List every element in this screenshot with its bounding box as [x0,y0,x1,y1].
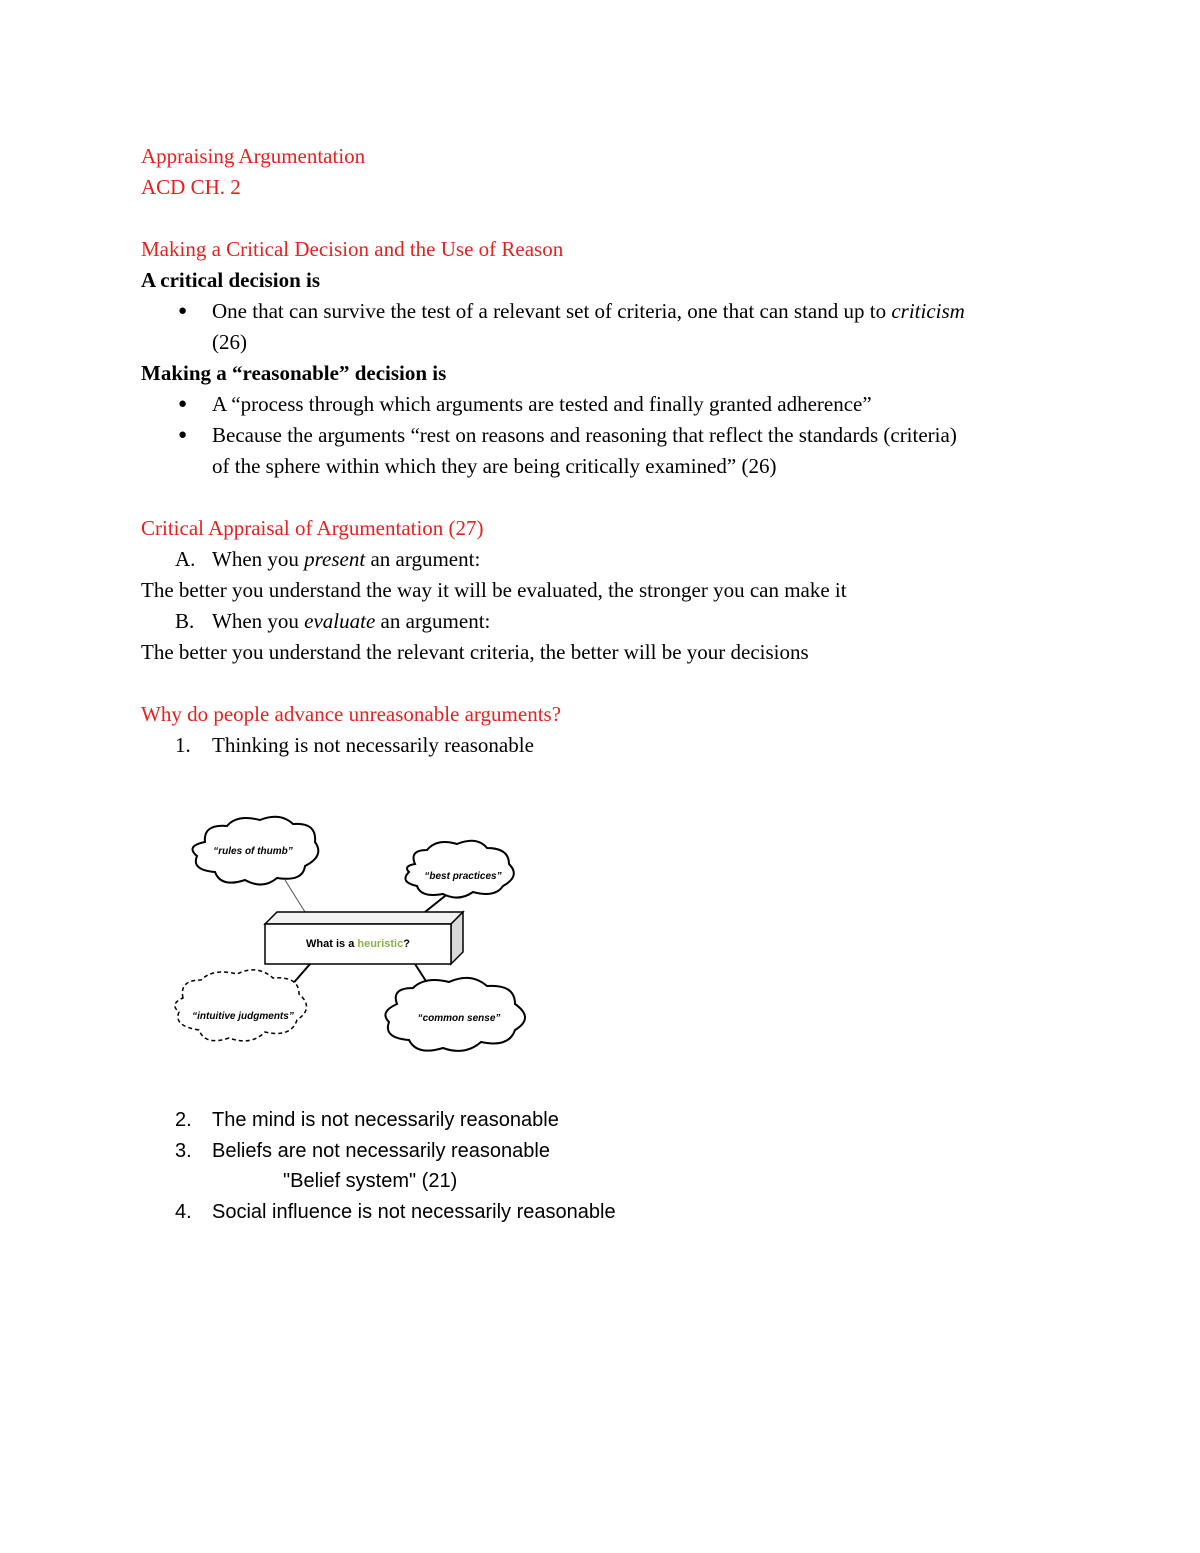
cloud-common-sense [385,978,525,1051]
cloud-label-common-sense: “common sense” [417,1013,501,1024]
bullet-text-continuation: (26) [212,330,247,354]
list-subitem-belief-system: "Belief system" (21) [283,1170,458,1192]
cloud-label-rules-of-thumb: “rules of thumb” [213,846,293,857]
list-item-beliefs: Beliefs are not necessarily reasonable [212,1140,550,1162]
cloud-label-best-practices: “best practices” [424,871,502,882]
paragraph-evaluate-explanation: The better you understand the relevant criteria, the better will be your decisions [141,640,809,664]
center-box [265,912,463,964]
bullet-text-process: A “process through which arguments are tested and finally granted adherence” [212,392,872,416]
bullet-dot: ● [178,427,188,443]
bullet-text-critical-decision: One that can survive the test of a relevant set of criteria, one that can stand up to criticism [212,299,965,323]
bullet-dot: ● [178,396,188,412]
list-marker-a: A. [175,547,196,571]
list-item-social-influence: Social influence is not necessarily reasonable [212,1201,616,1223]
emphasis-criticism: criticism [891,299,965,323]
definition-label-critical-decision: A critical decision is [141,268,321,292]
cloud-rules-of-thumb [193,817,319,885]
list-marker-b: B. [175,609,195,633]
bullet-dot: ● [178,303,188,319]
document-title: Appraising Argumentation [141,144,366,168]
cloud-intuitive-judgments [175,970,307,1041]
document-subtitle: ACD CH. 2 [141,175,241,199]
list-marker-1: 1. [175,733,191,757]
section-heading-unreasonable-arguments: Why do people advance unreasonable arguments? [141,702,562,726]
list-marker-4: 4. [175,1201,192,1223]
list-item-mind: The mind is not necessarily reasonable [212,1109,559,1131]
list-item-evaluate: When you evaluate an argument: [212,609,491,633]
section-heading-critical-appraisal: Critical Appraisal of Argumentation (27) [141,516,484,540]
list-marker-2: 2. [175,1109,192,1131]
cloud-label-intuitive-judgments: “intuitive judgments” [192,1011,294,1022]
definition-label-reasonable-decision: Making a “reasonable” decision is [141,361,447,385]
list-item-present: When you present an argument: [212,547,481,571]
emphasis-evaluate: evaluate [304,609,376,633]
cloud-best-practices [405,841,513,898]
section-heading-critical-decision: Making a Critical Decision and the Use of Reason [141,237,564,261]
connector-rules-of-thumb [285,880,305,912]
bullet-text-reasons-line2: of the sphere within which they are being critically examined” (26) [212,454,777,478]
list-marker-3: 3. [175,1140,192,1162]
center-box-label: What is a heuristic? [306,938,410,950]
emphasis-present: present [304,547,366,571]
bullet-text-reasons-line1: Because the arguments “rest on reasons and reasoning that reflect the standards (criteria) [212,423,957,447]
paragraph-present-explanation: The better you understand the way it will be evaluated, the stronger you can make it [141,578,847,602]
heuristic-highlight: heuristic [357,938,404,950]
list-item-thinking: Thinking is not necessarily reasonable [212,733,534,757]
heuristic-diagram [165,812,545,1062]
